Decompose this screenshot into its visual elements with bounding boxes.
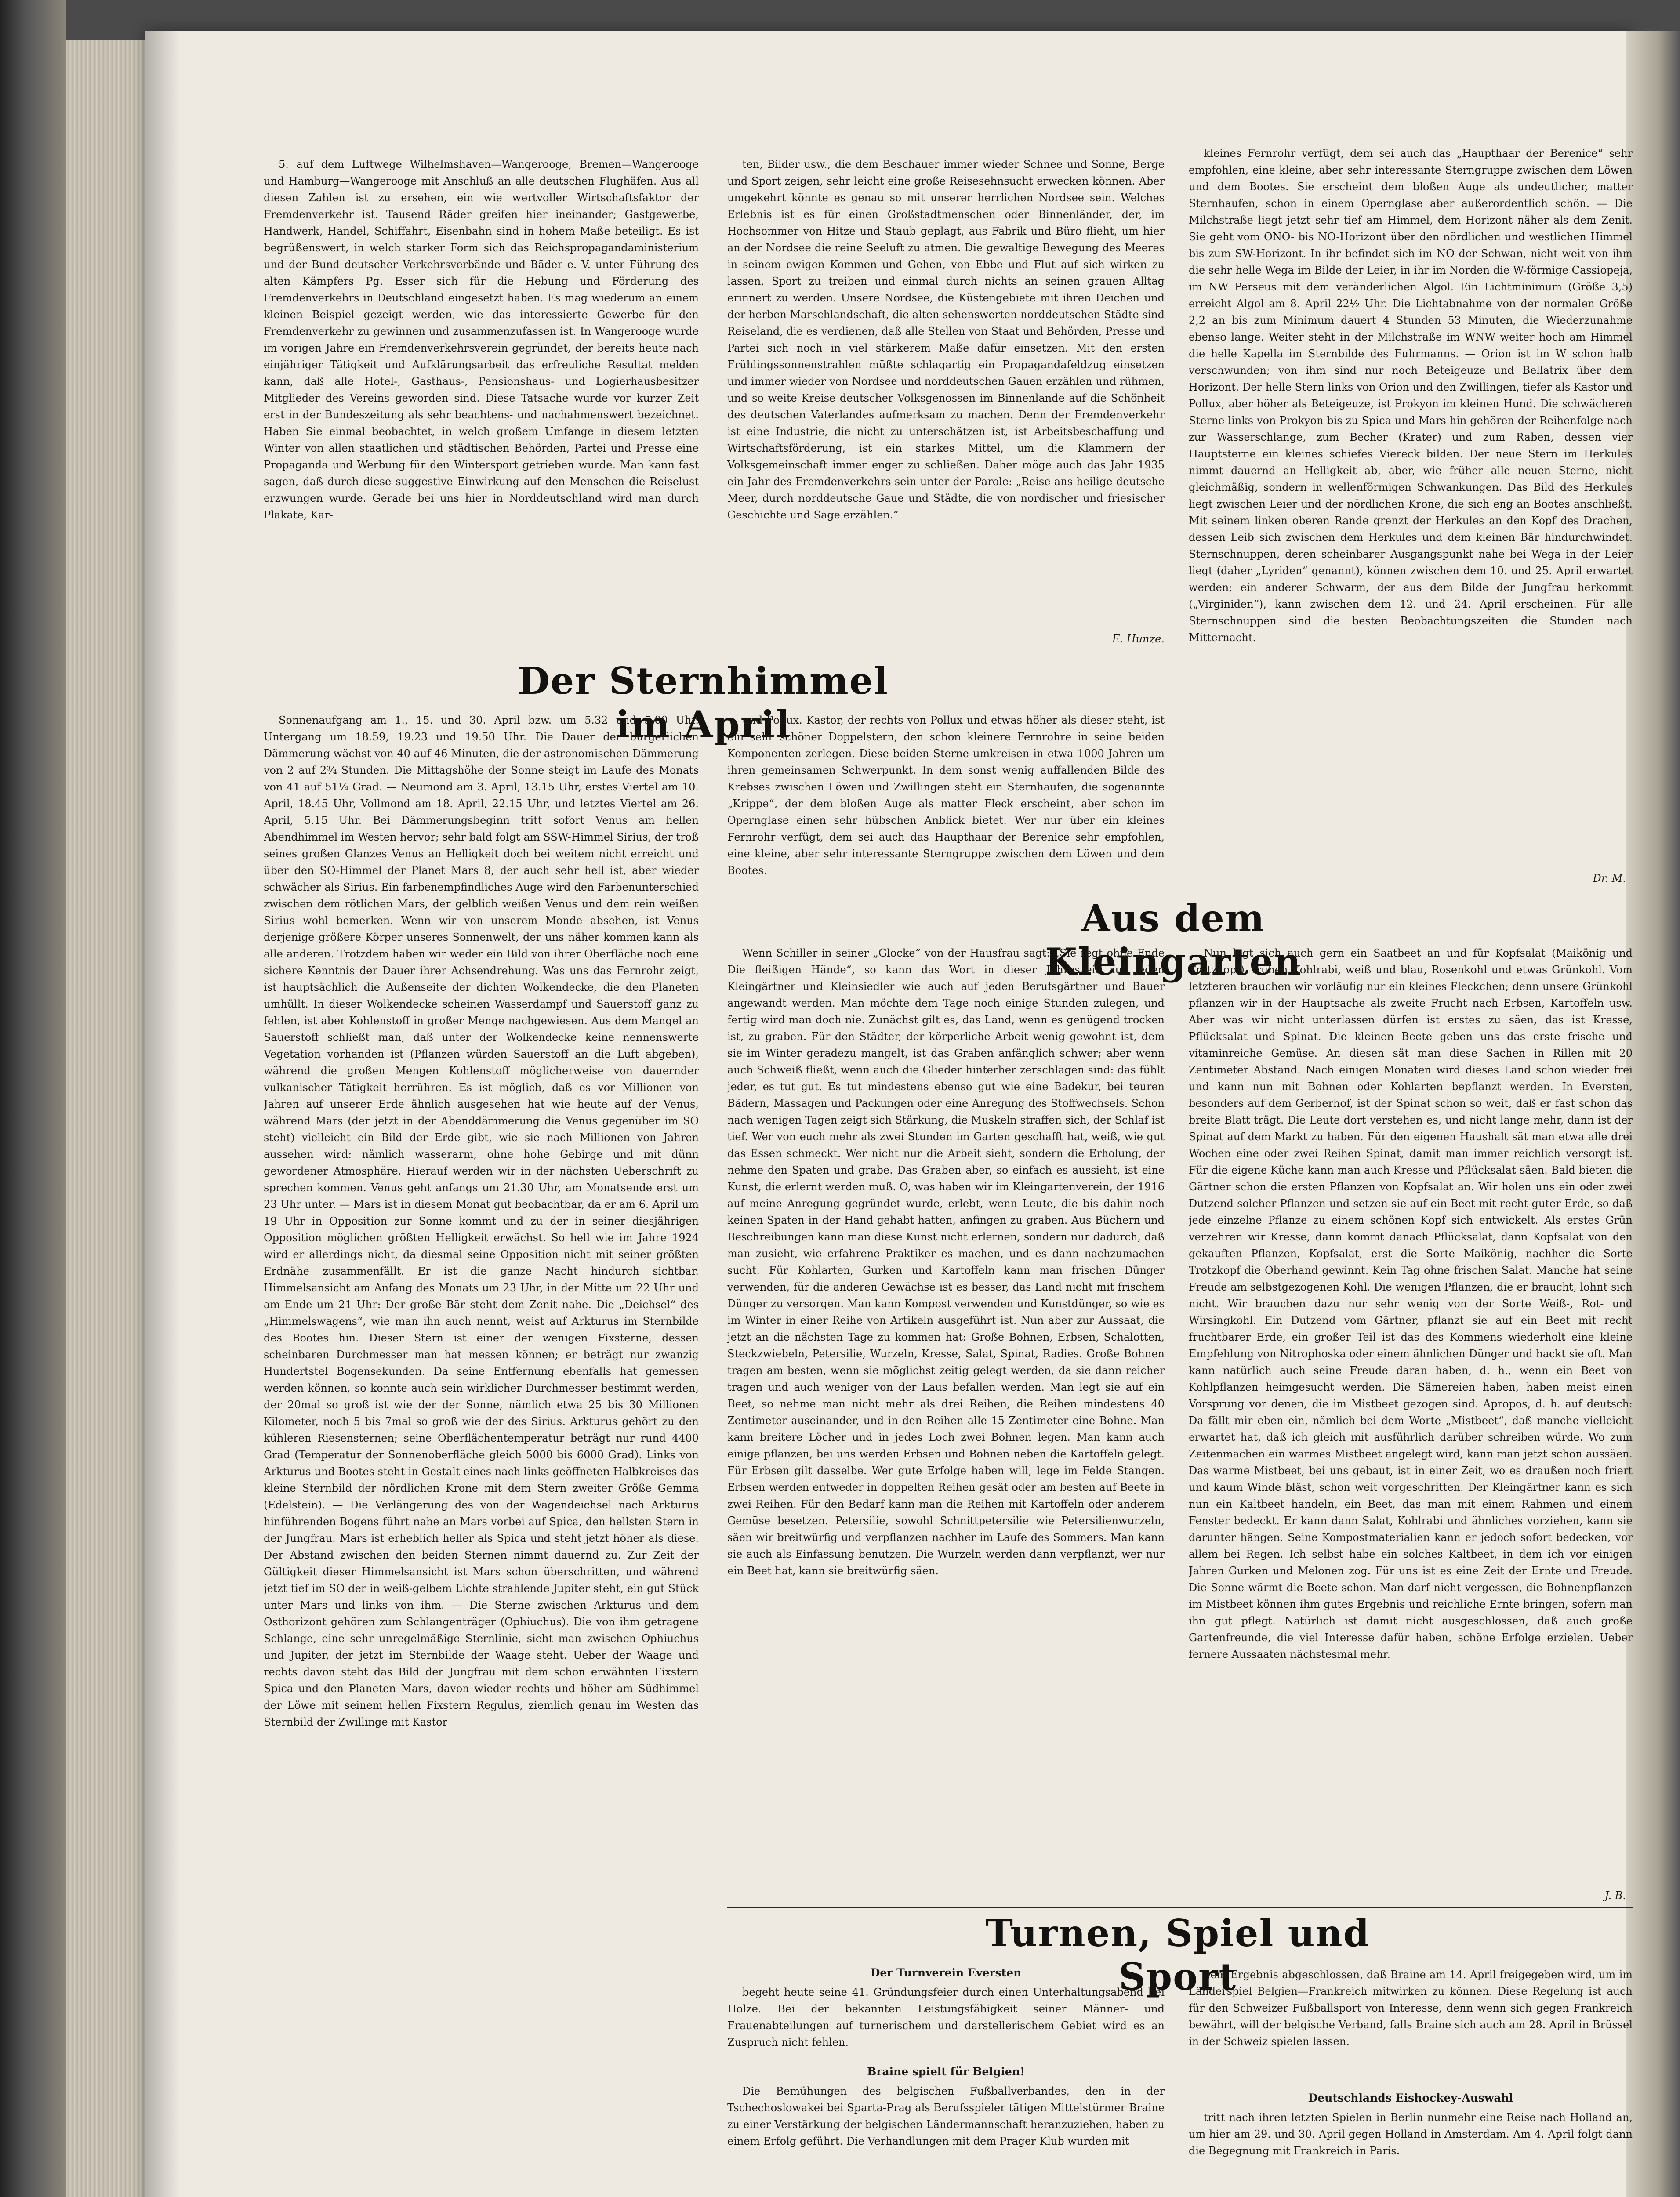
sport-column-2b (727, 2083, 1165, 2193)
sternhimmel-paragraph-2: und Pollux. Kastor, der rechts von Pollux und etwas höher als dieser steht, ist ein sehr schöner Doppelstern, den schon kleinere Fernrohre in seine beiden Komponenten zerlegen. Diese beiden Sterne umkreisen in etwa 1000 Jahren um ihren gemeinsamen Schwerpunkt. In dem sonst wenig auffallenden Bilde des Krebses zwischen Löwen und Zwillingen steht ein Sternhaufen, die sogenannte „Krippe“, der dem bloßen Auge als matter Fleck erscheint, aber schon im Opernglase einen sehr hübschen Anblick bietet. Wer nur über ein kleines Fernrohr verfügt, dem sei auch das Haupthaar der Berenice sehr empfohlen, eine kleine, aber sehr interessante Sterngruppe zwischen dem Löwen und dem Bootes. (727, 714, 1165, 877)
sport-column-3b (1189, 2109, 1633, 2197)
sternhimmel-column-1 (264, 712, 699, 2193)
kleingarten-column-2 (727, 945, 1165, 1903)
kleingarten-headline: Aus dem Kleingarten (1045, 896, 1302, 983)
sport-subhead-eishockey: Deutschlands Eishockey-Auswahl (1308, 2092, 1513, 2104)
sport-subhead-turnverein: Der Turnverein Eversten (870, 1966, 1022, 1979)
intro-column-2 (727, 156, 1165, 631)
sport-column-3a (1189, 1966, 1633, 2067)
intro-paragraph-1: 5. auf dem Luftwege Wilhelmshaven—Wangerooge, Bremen—Wangerooge und Hamburg—Wangerooge mit Anschluß an alle deutschen Flughäfen. Aus all diesen Zahlen ist zu ersehen, ein wie wertvoller Wirtschaftsfaktor der Fremdenverkehr ist. Tausend Räder greifen hier ineinander; Gastgewerbe, Handwerk, Handel, Schiffahrt, Eisenbahn sind in hohem Maße beteiligt. Es ist begrüßenswert, in welch starker Form sich das Reichspropagandaministerium und der Bund deutscher Verkehrsverbände und Bäder e. V. unter Führung des alten Kämpfers Pg. Esser sich für die Hebung und Förderung des Fremdenverkehrs in Deutschland eingesetzt haben. Es mag wiederum an einem kleinen Beispiel gezeigt werden, wie das interessierte Gewerbe für den Fremdenverkehr zu gewinnen und zusammenzufassen ist. In Wangerooge wurde im vorigen Jahre ein Fremdenverkehrsverein gegründet, der bereits heute nach einjähriger Tätigkeit und Aufklärungsarbeit das erfreuliche Resultat melden kann, daß alle Hotel-, Gasthaus-, Pensionshaus- und Logierhausbesitzer Mitglieder des Vereins geworden sind. Diese Tatsache wurde vor kurzer Zeit erst in der Bundeszeitung als sehr beachtens- und nachahmenswert bezeichnet. Haben Sie einmal beobachtet, in welch großem Umfange in diesem letzten Winter von allen staatlichen und städtischen Behörden, Partei und Presse eine Propaganda und Werbung für den Wintersport getrieben wurde. Man kann fast sagen, daß durch diese suggestive Einwirkung auf den Menschen die Reiselust erzwungen wurde. Gerade bei uns hier in Norddeutschland wird man durch Plakate, Kar- (264, 158, 699, 521)
sport-paragraph-braine-cont: dem Ergebnis abgeschlossen, daß Braine am 14. April freigegeben wird, um im Länderspiel Belgien—Frankreich mitwirken zu können. Diese Regelung ist auch für den Schweizer Fußballsport von Interesse, denn wenn sich gegen Frankreich bewährt, will der belgische Verband, falls Braine sich auch am 28. April in Brüssel in der Schweiz spielen lassen. (1189, 1969, 1633, 2048)
sport-subhead-braine: Braine spielt für Belgien! (867, 2065, 1025, 2078)
kleingarten-column-3 (1189, 945, 1633, 1885)
sternhimmel-headline: Der Sternhimmel im April (517, 659, 889, 746)
kleingarten-byline: J. B. (1604, 1889, 1626, 1902)
sternhimmel-paragraph-1: Sonnenaufgang am 1., 15. und 30. April bzw. um 5.32 und 5.00 Uhr. Untergang um 18.59, 19.23 und 19.50 Uhr. Die Dauer der bürgerlichen Dämmerung wächst von 40 auf 46 Minuten, die der astronomischen Dämmerung von 2 auf 2¾ Stunden. Die Mittagshöhe der Sonne steigt im Laufe des Monats von 41 auf 51¼ Grad. — Neumond am 3. April, 13.15 Uhr, erstes Viertel am 10. April, 18.45 Uhr, Vollmond am 18. April, 22.15 Uhr, und letztes Viertel am 26. April, 5.15 Uhr. Bei Dämmerungsbeginn tritt sofort Venus am hellen Abendhimmel im Westen hervor; sehr bald folgt am SSW-Himmel Sirius, der troß seines großen Glanzes Venus an Helligkeit doch bei weitem nicht erreicht und über den SO-Himmel der Planet Mars 8, der auch sehr hell ist, aber wieder schwächer als Sirius. Ein farbenempfindliches Auge wird den Farbenunterschied zwischen dem rötlichen Mars, der gelblich weißen Venus und dem rein weißen Sirius wohl bemerken. Wenn wir von unserem Monde absehen, ist Venus derjenige größere Körper unseres Sonnenwelt, der uns näher kommen kann als alle anderen. Trotzdem haben wir weder ein Bild von ihrer Oberfläche noch eine sichere Kenntnis der Dauer ihrer Achsendrehung. Was uns das Fernrohr zeigt, ist hauptsächlich die Außenseite der dichten Wolkendecke, die den Planeten umhüllt. In dieser Wolkendecke scheinen Wasserdampf und Sauerstoff ganz zu fehlen, ist aber Kohlenstoff in großer Menge nachgewiesen. Aus dem Mangel an Sauerstoff schließt man, daß unter der Wolkendecke keine nennenswerte Vegetation vorhanden ist (Pflanzen würden Sauerstoff an die Luft abgeben), während die großen Mengen Kohlenstoff möglicherweise von dauernder vulkanischer Tätigkeit herrühren. Es ist möglich, daß es vor Millionen von Jahren auf unserer Erde ähnlich ausgesehen hat wie heute auf der Venus, während Mars (der jetzt in der Abenddämmerung die Venus gegenüber im SO steht) vielleicht ein Bild der Erde gibt, wie sie nach Millionen von Jahren aussehen wird: nämlich wasserarm, ohne hohe Gebirge und mit dünn gewordener Atmosphäre. Hierauf werden wir in der nächsten Ueberschrift zu sprechen kommen. Venus geht anfangs um 21.30 Uhr, am Monatsende erst um 23 Uhr unter. — Mars ist in diesem Monat gut beobachtbar, da er am 6. April um 19 Uhr in Opposition zur Sonne kommt und zu der in seiner diesjährigen Opposition möglichen größten Helligkeit erwächst. So hell wie im Jahre 1924 wird er allerdings nicht, da diesmal seine Opposition nicht mit seiner größten Erdnähe zusammenfällt. Er ist die ganze Nacht hindurch sichtbar. Himmelsansicht am Anfang des Monats um 23 Uhr, in der Mitte um 22 Uhr und am Ende um 21 Uhr: Der große Bär steht dem Zenit nahe. Die „Deichsel“ des „Himmelswagens“, wie man ihn auch nennt, weist auf Arkturus im Sternbilde des Bootes hin. Dieser Stern ist einer der wenigen Fixsterne, dessen scheinbaren Durchmesser man hat messen können; er beträgt nur zwanzig Hundertstel Bogensekunden. Da seine Entfernung ebenfalls hat gemessen werden können, so konnte auch sein wirklicher Durchmesser bestimmt werden, der 20mal so groß ist wie der der Sonne, nämlich etwa 25 bis 30 Millionen Kilometer, noch 5 bis 7mal so groß wie der des Sirius. Arkturus gehört zu den kühleren Riesensternen; seine Oberflächentemperatur beträgt nur rund 4400 Grad (Temperatur der Sonnenoberfläche gleich 5000 bis 6000 Grad). Links von Arkturus und Bootes steht in Gestalt eines nach links geöffneten Halbkreises das kleine Sternbild der nördlichen Krone mit dem Stern zweiter Größe Gemma (Edelstein). — Die Verlängerung des von der Wagendeichsel nach Arkturus hinführenden Bogens führt nahe an Mars vorbei auf Spica, den hellsten Stern in der Jungfrau. Mars ist erheblich heller als Spica und steht jetzt höher als diese. Der Abstand zwischen den beiden Sternen nimmt dauernd zu. Zur Zeit der Gültigkeit dieser Himmelsansicht ist Mars schon überschritten, und während jetzt tief im SO der in weiß-gelbem Lichte strahlende Jupiter steht, ein gut Stück unter Mars und links von ihm. — Die Sterne zwischen Arkturus und dem Osthorizont gehören zum Schlangenträger (Ophiuchus). Die von ihm getragene Schlange, eine sehr unregelmäßige Sternlinie, sieht man zwischen Ophiuchus und Jupiter, der jetzt im Sternbilde der Waage steht. Ueber der Waage und rechts davon steht das Bild der Jungfrau mit dem schon erwähnten Fixstern Spica und den Planeten Mars, davon wieder rechts und höher am Südhimmel der Löwe mit seinem hellen Fixstern Regulus, ziemlich genau im Westen das Sternbild der Zwillinge mit Kastor (264, 714, 699, 1728)
sternhimmel-column-3 (1189, 145, 1633, 888)
gutter-shadow (145, 31, 180, 2197)
section-divider (727, 1907, 1633, 1908)
page-stack-edges (66, 40, 154, 2197)
intro-column-1 (264, 156, 699, 653)
sternhimmel-column-2 (727, 712, 1165, 883)
book-binding-shadow (0, 0, 66, 2197)
sport-column-2a (727, 1984, 1165, 2059)
sport-paragraph-braine: Die Bemühungen des belgischen Fußballverbandes, den in der Tschechoslowakei bei Sparta-Prag als Berufsspieler tätigen Mittelstürmer Braine zu einer Verstärkung der belgischen Ländermannschaft heranzuziehen, haben zu einem Erfolg geführt. Die Verhandlungen mit dem Prager Klub wurden mit (727, 2085, 1165, 2147)
sport-paragraph-turnverein: begeht heute seine 41. Gründungsfeier durch einen Unterhaltungsabend bei Holze. Bei der bekannten Leistungsfähigkeit seiner Männer- und Frauenabteilungen auf turnerischem und darstellerischem Gebiet wird es an Zuspruch nicht fehlen. (727, 1986, 1165, 2048)
sport-headline: Turnen, Spiel und Sport (985, 1911, 1370, 1998)
page-edge-right (1626, 31, 1680, 2197)
intro-paragraph-2: ten, Bilder usw., die dem Beschauer immer wieder Schnee und Sonne, Berge und Sport zeigen, sehr leicht eine große Reisesehnsucht erwecken können. Aber umgekehrt könnte es genau so mit unserer herrlichen Nordsee sein. Welches Erlebnis ist es für einen Großstadtmenschen oder Binnenländer, der, im Hochsommer von Hitze und Staub geplagt, aus Fabrik und Büro flieht, um hier an der Nordsee die reine Seeluft zu atmen. Die gewaltige Bewegung des Meeres in seinem ewigen Kommen und Gehen, von Ebbe und Flut auf sich wirken zu lassen, Sport zu treiben und einmal durch nichts an seinen grauen Alltag erinnert zu werden. Unsere Nordsee, die Küstengebiete mit ihren Deichen und der herben Marschlandschaft, die alten sehenswerten norddeutschen Städte sind Reiseland, die es verdienen, daß alle Stellen von Staat und Behörden, Presse und Partei sich noch in viel stärkerem Maße dafür einsetzen. Mit den ersten Frühlingssonnenstrahlen müßte schlagartig ein Propagandafeldzug einsetzen und immer wieder von Nordsee und norddeutschen Gauen erzählen und rühmen, und so weite Kreise deutscher Volksgenossen im Binnenlande auf die Schönheit des deutschen Vaterlandes aufmerksam zu machen. Denn der Fremdenverkehr ist eine Industrie, die nicht zu unterschätzen ist, ist Arbeitsbeschaffung und Wirtschaftsförderung, ist ein starkes Mittel, um die Klammern der Volksgemeinschaft immer enger zu schließen. Daher möge auch das Jahr 1935 ein Jahr des Fremdenverkehrs sein unter der Parole: „Reise ans heilige deutsche Meer, durch norddeutsche Gaue und Städte, die von nordischer und friesischer Geschichte und Sage erzählen.“ (727, 158, 1165, 521)
kleingarten-paragraph-3: Nun legt sich auch gern ein Saatbeet an und für Kopfsalat (Maikönig und Trotzkopf), frühen Kohlrabi, weiß und blau, Rosenkohl und etwas Grünkohl. Vom letzteren brauchen wir vorläufig nur ein kleines Fleckchen; denn unsere Grünkohl pflanzen wir in der Hauptsache als zweite Frucht nach Erbsen, Kartoffeln usw. Aber was wir nicht unterlassen dürfen ist erstes zu säen, das ist Kresse, Pflücksalat und Spinat. Die kleinen Beete geben uns das erste frische und vitaminreiche Gemüse. An diesen sät man diese Sachen in Rillen mit 20 Zentimeter Abstand. Nach einigen Monaten wird dieses Land schon wieder frei und kann nun mit Bohnen oder Kohlarten bepflanzt werden. In Eversten, besonders auf dem Gerberhof, ist der Spinat schon so weit, daß er fast schon das breite Blatt trägt. Die Leute dort verstehen es, und nicht lange mehr, dann ist der Spinat auf dem Markt zu haben. Für den eigenen Haushalt sät man etwa alle drei Wochen eine oder zwei Reihen Spinat, damit man immer reichlich versorgt ist. Für die eigene Küche kann man auch Kresse und Pflücksalat säen. Bald bieten die Gärtner schon die ersten Pflanzen von Kopfsalat an. Wir holen uns ein oder zwei Dutzend solcher Pflanzen und setzen sie auf ein Beet mit recht guter Erde, so daß jede einzelne Pflanze zu einem schönen Kopf sich entwickelt. Als erstes Grün verzehren wir Kresse, dann kommt danach Pflücksalat, dann Kopfsalat von den gekauften Pflanzen, Kopfsalat, erst die Sorte Maikönig, nachher die Sorte Trotzkopf die Oberhand gewinnt. Kein Tag ohne frischen Salat. Manche hat seine Freude am selbstgezogenen Kohl. Die wenigen Pflanzen, die er braucht, lohnt sich nicht. Wir brauchen dazu nur sehr wenig von der Sorte Weiß-, Rot- und Wirsingkohl. Ein Dutzend vom Gärtner, pflanzt sie auf ein Beet mit recht fruchtbarer Erde, ein großer Teil ist das des Kommens wiederholt eine kleine Empfehlung von Nitrophoska oder einem ähnlichen Dünger und hackt sie oft. Man kann natürlich auch seine Freude daran haben, d. h., wenn ein Beet von Kohlpflanzen heimgesucht werden. Die Sämereien haben, haben meist einen Vorsprung vor denen, die im Mistbeet gezogen sind. Apropos, d. h. auf deutsch: Da fällt mir eben ein, nämlich bei dem Worte „Mistbeet“, daß manche vielleicht erwartet hat, daß ich gleich mit ausführlich darüber schreiben würde. Wo zum Zeitenmachen ein warmes Mistbeet angelegt wird, kann man jetzt schon aussäen. Das warme Mistbeet, bei uns gebaut, ist in einer Zeit, wo es draußen noch friert und kaum Winde bläst, schon weit vorgeschritten. Der Kleingärtner kann es sich nun ein Kaltbeet handeln, ein Beet, das man mit einem Rahmen und einem Fenster bedeckt. Er kann dann Salat, Kohlrabi und ähnliches vorziehen, kann sie darunter hängen. Seine Kompostmaterialien kann er jedoch sofort bedecken, vor allem bei Regen. Ich selbst habe ein solches Kaltbeet, in dem ich vor einigen Jahren Gurken und Melonen zog. Für uns ist es eine Zeit der Ernte und Freude. Die Sonne wärmt die Beete schon. Man darf nicht vergessen, die Bohnenpflanzen im Mistbeet können ihm gutes Ergebnis und reichliche Ernte bringen, sofern man ihn gut pflegt. Natürlich ist damit nicht ausgeschlossen, daß auch große Gartenfreunde, die viel Interesse dafür haben, schöne Erfolge erzielen. Ueber fernere Aussaaten nächstesmal mehr. (1189, 947, 1633, 1660)
sport-paragraph-eishockey: tritt nach ihren letzten Spielen in Berlin nunmehr eine Reise nach Holland an, um hier am 29. und 30. April gegen Holland in Amsterdam. Am 4. April folgt dann die Begegnung mit Frankreich in Paris. (1189, 2111, 1633, 2157)
kleingarten-paragraph-2: Wenn Schiller in seiner „Glocke“ von der Hausfrau sagt: „Sie regt ohne Ende Die fleißigen Hände“, so kann das Wort in dieser Jahreszeit auf jeden Kleingärtner und Kleinsiedler wie auch auf jeden Berufsgärtner und Bauer angewandt werden. Man möchte dem Tage noch einige Stunden zulegen, und fertig wird man doch nie. Zunächst gilt es, das Land, wenn es genügend trocken ist, zu graben. Für den Städter, der körperliche Arbeit wenig gewohnt ist, dem sie im Winter geradezu mangelt, ist das Graben anfänglich schwer; aber wenn auch Schweiß fließt, wenn auch die Glieder hinterher zerschlagen sind: das fühlt jeder, es tut gut. Es tut mindestens ebenso gut wie eine Badekur, bei teuren Bädern, Massagen und Packungen oder eine Anregung des Stoffwechsels. Schon nach wenigen Tagen zeigt sich Stärkung, die Muskeln straffen sich, der Schlaf ist tief. Wer von euch mehr als zwei Stunden im Garten geschafft hat, weiß, wie gut das Essen schmeckt. Wer nicht nur die Arbeit sieht, sondern die Erholung, der nehme den Spaten und grabe. Das Graben aber, so einfach es aussieht, ist eine Kunst, die erlernt werden muß. O, was haben wir im Kleingartenverein, der 1916 auf meine Anregung gegründet wurde, erlebt, wenn Leute, die bis dahin noch keinen Spaten in der Hand gehabt hatten, anfingen zu graben. Aus Büchern und Beschreibungen kann man diese Kunst nicht erlernen, sondern nur dadurch, daß man zusieht, wie erfahrene Praktiker es machen, und es dann nachzumachen sucht. Für Kohlarten, Gurken und Kartoffeln kann man frischen Dünger verwenden, für die anderen Gewächse ist es besser, das Land nicht mit frischem Dünger zu versorgen. Man kann Kompost verwenden und Kunstdünger, so wie es im Winter in einer Reihe von Artikeln ausgeführt ist. Nun aber zur Aussaat, die jetzt an die nächsten Tage zu kommen hat: Große Bohnen, Erbsen, Schalotten, Steckzwiebeln, Petersilie, Wurzeln, Kresse, Salat, Spinat, Radies. Große Bohnen tragen am besten, wenn sie möglichst zeitig gelegt werden, da sie dann reicher tragen und auch weniger von der Laus befallen werden. Man legt sie auf ein Beet, so nehme man nicht mehr als drei Reihen, die Reihen mindestens 40 Zentimeter auseinander, und in den Reihen alle 15 Zentimeter eine Bohne. Man kann breitere Löcher und in jedes Loch zwei Bohnen legen. Man kann auch einige pflanzen, bei uns werden Erbsen und Bohnen neben die Kartoffeln gelegt. Für Erbsen gilt dasselbe. Wer gute Erfolge haben will, lege im Felde Stangen. Erbsen werden entweder in doppelten Reihen gesät oder am besten auf Beete in zwei Reihen. Für den Bedarf kann man die Reihen mit Kartoffeln oder anderem Gemüse besetzen. Petersilie, sowohl Schnittpetersilie wie Petersilienwurzeln, säen wir breitwürfig und verpflanzen nachher im Laufe des Sommers. Man kann sie auch als Einfassung benutzen. Die Wurzeln werden dann verpflanzt, wer nur ein Beet hat, kann sie breitwürfig säen. (727, 947, 1165, 1577)
sternhimmel-byline: Dr. M. (1593, 872, 1626, 885)
intro-byline: E. Hunze. (1112, 633, 1165, 645)
sternhimmel-paragraph-3: kleines Fernrohr verfügt, dem sei auch das „Haupthaar der Berenice“ sehr empfohlen, eine kleine, aber sehr interessante Sterngruppe zwischen dem Löwen und dem Bootes. Sie erscheint dem bloßen Auge als undeutlicher, matter Sternhaufen, schon in einem Opernglase aber außerordentlich schön. — Die Milchstraße liegt jetzt sehr tief am Himmel, dem Horizont näher als dem Zenit. Sie geht vom ONO- bis NO-Horizont über den nördlichen und westlichen Himmel bis zum SW-Horizont. In ihr befindet sich im NO der Schwan, nicht weit von ihm die sehr helle Wega im Bilde der Leier, in ihr im Norden die W-förmige Cassiopeja, im NW Perseus mit dem veränderlichen Algol. Ein Lichtminimum (Größe 3,5) erreicht Algol am 8. April 22½ Uhr. Die Lichtabnahme von der normalen Größe 2,2 an bis zum Minimum dauert 4 Stunden 53 Minuten, die Wiederzunahme ebenso lange. Weiter steht in der Milchstraße im WNW weiter hoch am Himmel die helle Kapella im Sternbilde des Fuhrmanns. — Orion ist im W schon halb verschwunden; von ihm sind nur noch Beteigeuze und Bellatrix über dem Horizont. Der helle Stern links von Orion und den Zwillingen, tiefer als Kastor und Pollux, aber höher als Beteigeuze, ist Prokyon im kleinen Hund. Die schwächeren Sterne links von Prokyon bis zu Spica und Mars hin gehören der Reihenfolge nach zur Wasserschlange, zum Becher (Krater) und zum Raben, dessen vier Hauptsterne ein kleines schiefes Viereck bilden. Der neue Stern im Herkules nimmt dauernd an Helligkeit ab, aber, wie früher alle neuen Sterne, nicht gleichmäßig, sondern in wellenförmigen Schwankungen. Das Bild des Herkules liegt zwischen Leier und der nördlichen Krone, die sich eng an Bootes anschließt. Mit seinem linken oberen Rande grenzt der Herkules an den Kopf des Drachen, dessen Leib sich zwischen dem Herkules und dem kleinen Bär hindurchwindet. Sternschnuppen, deren scheinbarer Ausgangspunkt nahe bei Wega in der Leier liegt (daher „Lyriden“ genannt), können zwischen dem 10. und 25. April erwartet werden; ein anderer Schwarm, der aus dem Bilde der Jungfrau herkommt („Virginiden“), kann zwischen dem 12. und 24. April erscheinen. Für alle Sternschnuppen sind die besten Beobachtungszeiten die Stunden nach Mitternacht. (1189, 147, 1633, 644)
